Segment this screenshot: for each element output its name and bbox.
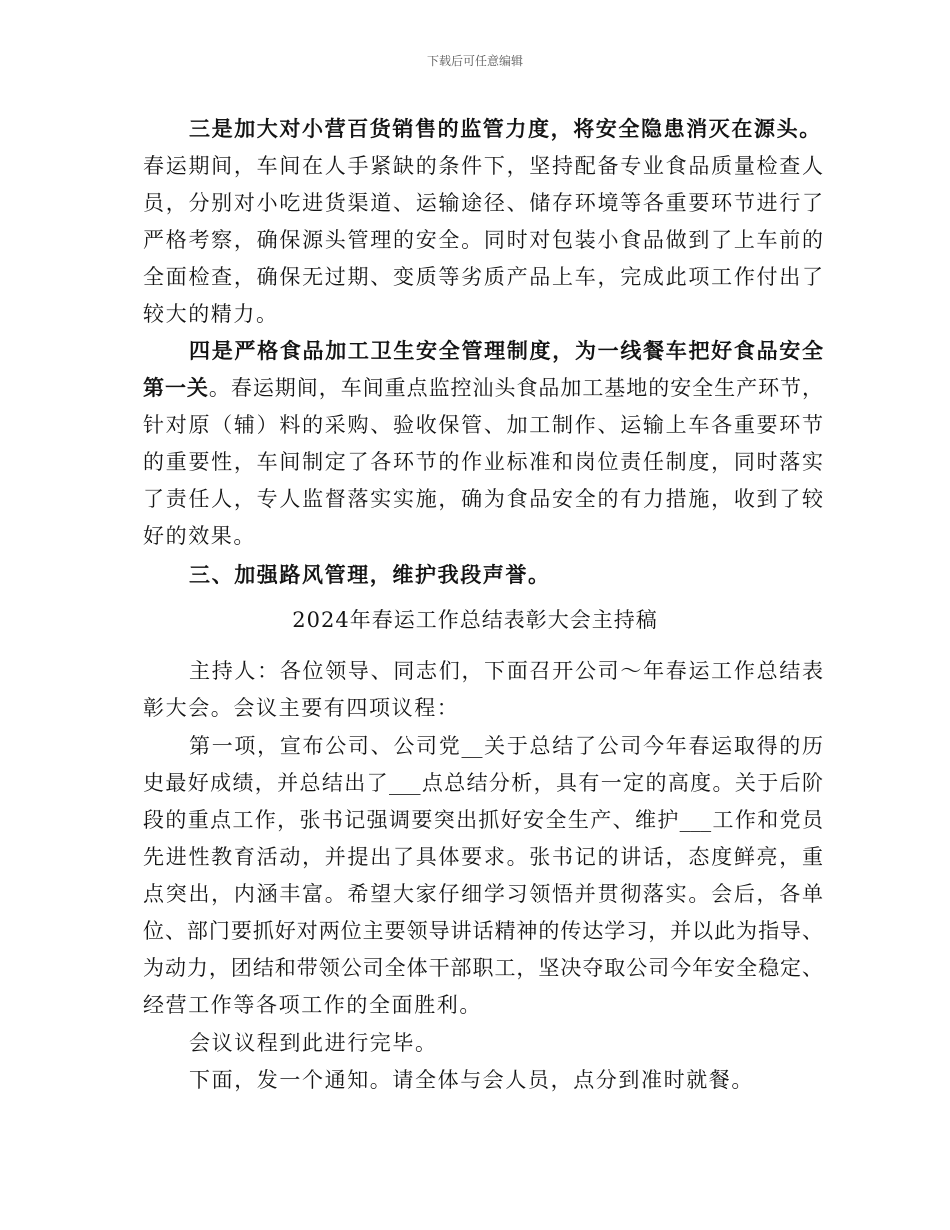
- text-line: 全面检查，确保无过期、变质等劣质产品上车，完成此项工作付出了: [143, 265, 823, 289]
- heading-text: 三是加大对小营百货销售的监管力度，将安全隐患消灭在源头。: [189, 116, 822, 141]
- text-line: 春运期间，车间在人手紧缺的条件下，坚持配备专业食品质量检查人: [143, 154, 823, 178]
- text-line: 为动力，团结和带领公司全体干部职工，坚决夺取公司今年安全稳定、: [143, 956, 823, 980]
- text-line: 第一项，宣布公司、公司党__关于总结了公司今年春运取得的历: [189, 734, 823, 758]
- text-line: 下面，发一个通知。请全体与会人员，点分到准时就餐。: [189, 1068, 754, 1092]
- paragraph-heading: [189, 116, 822, 142]
- text-line: 的重要性，车间制定了各环节的作业标准和岗位责任制度，同时落实: [143, 450, 823, 474]
- text-line: 好的效果。: [143, 524, 256, 548]
- text-line: 点突出，内涵丰富。希望大家仔细学习领悟并贯彻落实。会后，各单: [143, 882, 823, 906]
- document-title: 2024年春运工作总结表彰大会主持稿: [292, 608, 658, 632]
- text-line: [143, 375, 823, 401]
- text-line: 较大的精力。: [143, 302, 279, 326]
- section-heading: [189, 562, 551, 588]
- text-line: 了责任人，专人监督落实实施，确为食品安全的有力措施，收到了较: [143, 487, 823, 511]
- text-line: 针对原（辅）料的采购、验收保管、加工制作、运输上车各重要环节: [143, 413, 823, 437]
- text-line: 位、部门要抓好对两位主要领导讲话精神的传达学习，并以此为指导、: [143, 919, 823, 943]
- text-line: 段的重点工作，张书记强调要突出抓好安全生产、维护___工作和党员: [143, 808, 823, 832]
- text-span: 。春运期间，车间重点监控汕头食品加工基地的安全生产环节，: [208, 376, 824, 400]
- page-header: 下载后可任意编辑: [426, 54, 523, 68]
- text-line: 彰大会。会议主要有四项议程：: [143, 696, 460, 720]
- text-line: 先进性教育活动，并提出了具体要求。张书记的讲话，态度鲜亮，重: [143, 845, 823, 869]
- text-line: 主持人：各位领导、同志们，下面召开公司～年春运工作总结表: [189, 659, 823, 683]
- paragraph-heading: [189, 338, 823, 364]
- heading-text-tail: 第一关: [143, 375, 209, 400]
- text-line: 员，分别对小吃进货渠道、运输途径、储存环境等各重要环节进行了: [143, 191, 823, 215]
- text-line: 经营工作等各项工作的全面胜利。: [143, 993, 482, 1017]
- text-line: 史最好成绩，并总结出了___点总结分析，具有一定的高度。关于后阶: [143, 771, 823, 795]
- text-line: 会议议程到此进行完毕。: [189, 1031, 438, 1055]
- text-line: 严格考察，确保源头管理的安全。同时对包装小食品做到了上车前的: [143, 228, 823, 252]
- heading-text: 三、加强路风管理，维护我段声誉。: [189, 562, 551, 587]
- heading-text: 四是严格食品加工卫生安全管理制度，为一线餐车把好食品安全: [189, 338, 823, 363]
